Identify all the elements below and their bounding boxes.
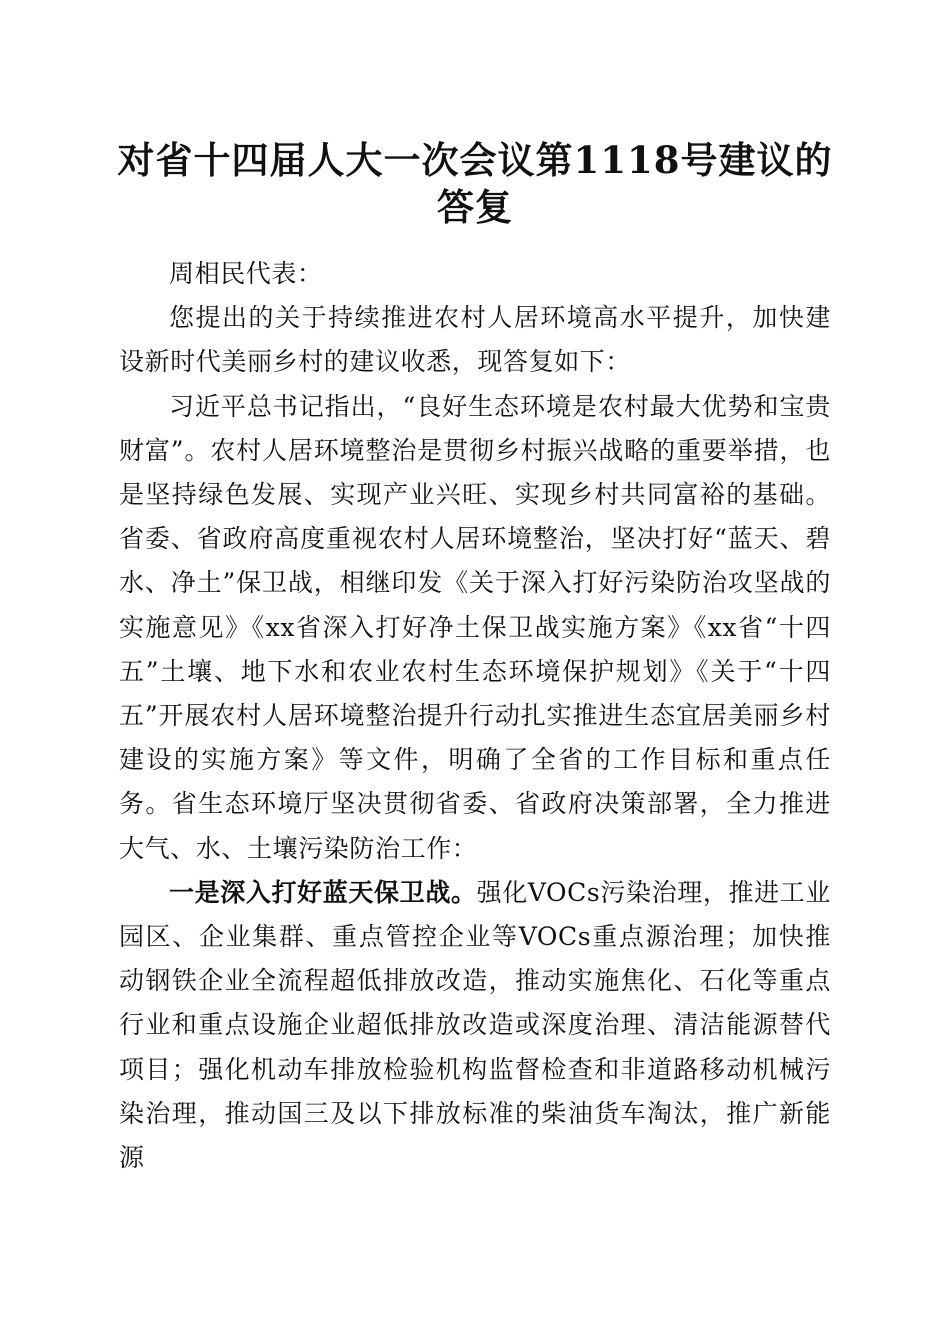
paragraph-background: 习近平总书记指出，“良好生态环境是农村最大优势和宝贵财富”。农村人居环境整治是贯彻乡村振兴战略的重要举措，也是坚持绿色发展、实现产业兴旺、实现乡村共同富裕的基础。省委、省政府高度重视农村人居环境整治，坚决打好“蓝天、碧水、净土”保卫战，相继印发《关于深入打好污染防治攻坚战的实施意见》《xx省深入打好净土保卫战实施方案》《xx省“十四五”土壤、地下水和农业农村生态环境保护规划》《关于“十四五”开展农村人居环境整治提升行动扎实推进生态宜居美丽乡村建设的实施方案》等文件，明确了全省的工作目标和重点任务。省生态环境厅坚决贯彻省委、省政府决策部署，全力推进大气、水、土壤污染防治工作：: [119, 391, 831, 863]
document-title: 对省十四届人大一次会议第1118号建议的答复: [117, 138, 833, 229]
paragraph-point-one: [119, 871, 831, 1180]
document-body: [119, 252, 831, 1180]
paragraph-intro: 您提出的关于持续推进农村人居环境高水平提升，加快建设新时代美丽乡村的建议收悉，现答复如下：: [119, 303, 831, 377]
salutation: 周相民代表：: [169, 259, 323, 288]
point-one-text: 强化VOCs污染治理，推进工业园区、企业集群、重点管控企业等VOCs重点源治理；加快推动钢铁企业全流程超低排放改造，推动实施焦化、石化等重点行业和重点设施企业超低排放改造或深度治理、清洁能源替代项目；强化机动车排放检验机构监督检查和非道路移动机械污染治理，推动国三及以下排放标准的柴油货车淘汰，推广新能源: [119, 877, 831, 1173]
point-one-heading: 一是深入打好蓝天保卫战。: [169, 877, 477, 907]
